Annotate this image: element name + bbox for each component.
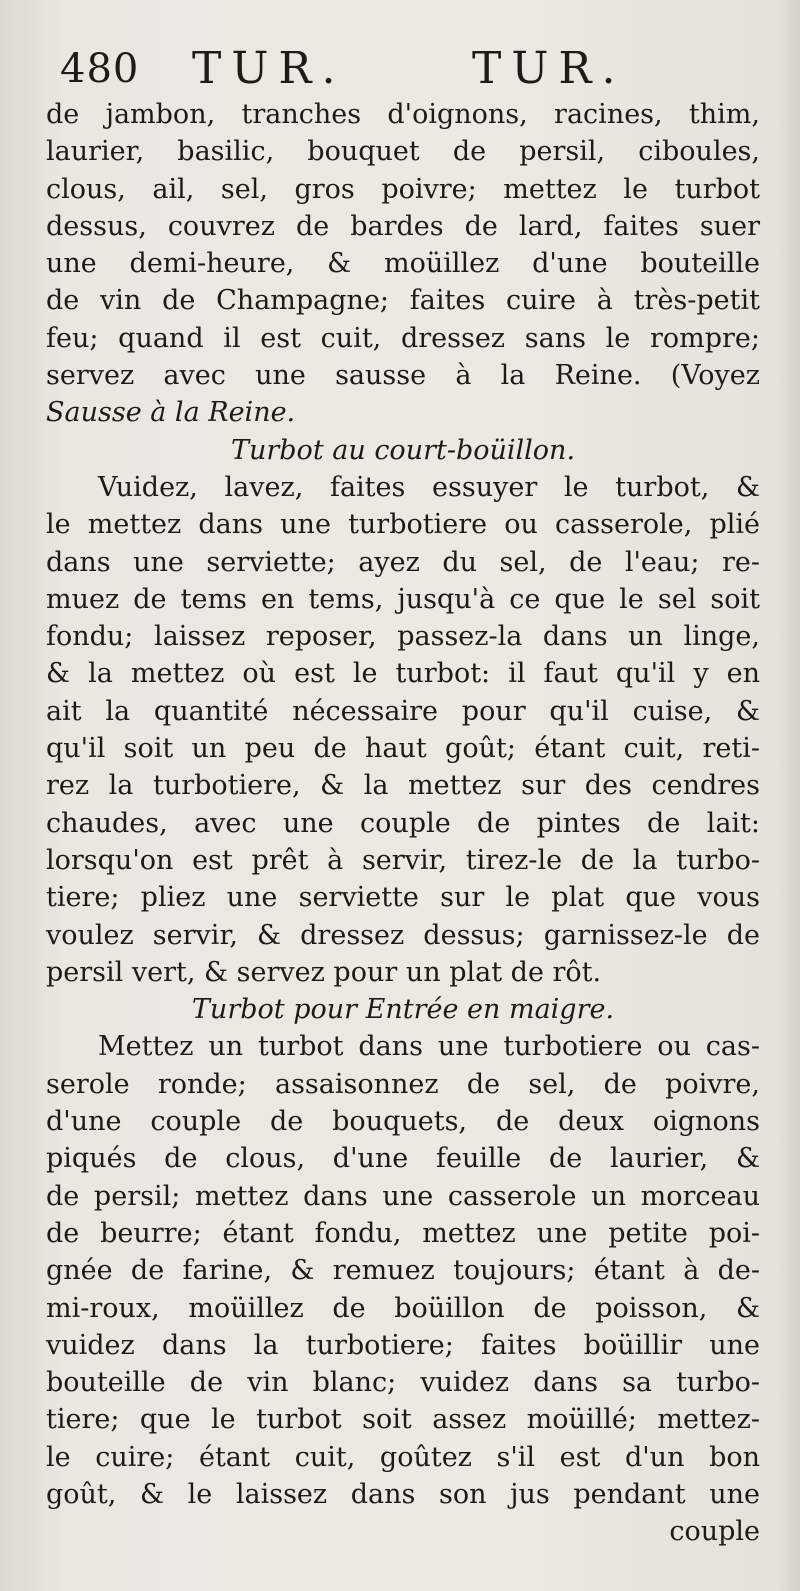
text-line: & la mettez où est le turbot: il faut qu'il y en bbox=[46, 658, 760, 690]
text-line: qu'il soit un peu de haut goût; étant cuit, reti- bbox=[46, 733, 760, 765]
text-line: une demi-heure, & moüillez d'une bouteille bbox=[46, 248, 760, 280]
text-line: ait la quantité nécessaire pour qu'il cuise, & bbox=[46, 695, 760, 727]
text-line: servez avec une sausse à la Reine. (Voyez bbox=[46, 360, 760, 392]
text-line: piqués de clous, d'une feuille de laurier, & bbox=[46, 1143, 760, 1175]
text-line: tiere; que le turbot soit assez moüillé; mettez- bbox=[46, 1404, 760, 1436]
text-line: chaudes, avec une couple de pintes de lait: bbox=[46, 807, 760, 839]
text-line: d'une couple de bouquets, de deux oignons bbox=[46, 1106, 760, 1138]
text-line: bouteille de vin blanc; vuidez dans sa turbo- bbox=[46, 1367, 760, 1399]
text-line: fondu; laissez reposer, passez-la dans un linge, bbox=[46, 621, 760, 653]
body-text bbox=[46, 96, 760, 1551]
text-line: dessus, couvrez de bardes de lard, faites suer bbox=[46, 210, 760, 242]
text-line: de persil; mettez dans une casserole un morceau bbox=[46, 1180, 760, 1212]
cross-reference: Sausse à la Reine. bbox=[46, 397, 296, 429]
text-line: de jambon, tranches d'oignons, racines, thim, bbox=[46, 99, 760, 130]
page-header bbox=[60, 43, 626, 94]
text-line: de vin de Champagne; faites cuire à très-petit bbox=[46, 285, 760, 317]
text-line: gnée de farine, & remuez toujours; étant à de- bbox=[46, 1255, 760, 1287]
text-line: voulez servir, & dressez dessus; garnissez-le de bbox=[46, 919, 760, 951]
text-line: mi-roux, moüillez de boüillon de poisson, & bbox=[46, 1292, 760, 1324]
text-line: rez la turbotiere, & la mettez sur des cendres bbox=[46, 770, 760, 802]
text-line: clous, ail, sel, gros poivre; mettez le turbot bbox=[46, 173, 760, 205]
page-number: 480 bbox=[60, 46, 140, 92]
page-edge-shadow bbox=[778, 0, 800, 1591]
recipe-heading: Turbot pour Entrée en maigre. bbox=[191, 994, 615, 1026]
text-line: feu; quand il est cuit, dressez sans le rompre; bbox=[46, 322, 760, 354]
text-line: lorsqu'on est prêt à servir, tirez-le de la turbo- bbox=[46, 844, 760, 876]
text-line: de beurre; étant fondu, mettez une petite poi- bbox=[46, 1217, 760, 1249]
text-line: dans une serviette; ayez du sel, de l'eau; re- bbox=[46, 546, 760, 578]
text-line: Mettez un turbot dans une turbotiere ou cas- bbox=[98, 1031, 760, 1063]
text-line: le mettez dans une turbotiere ou casserole, plié bbox=[46, 509, 760, 541]
catchword: couple bbox=[669, 1516, 760, 1548]
text-line: le cuire; étant cuit, goûtez s'il est d'un bon bbox=[46, 1441, 760, 1473]
text-line: tiere; pliez une serviette sur le plat que vous bbox=[46, 882, 760, 914]
text-line: Vuidez, lavez, faites essuyer le turbot, & bbox=[98, 471, 760, 503]
text-line: goût, & le laissez dans son jus pendant une bbox=[46, 1478, 760, 1510]
text-line: persil vert, & servez pour un plat de rôt. bbox=[46, 956, 602, 988]
running-head-right: TUR. bbox=[472, 43, 626, 94]
recipe-heading: Turbot au court-boüillon. bbox=[230, 434, 576, 466]
text-line: muez de tems en tems, jusqu'à ce que le sel soit bbox=[46, 583, 760, 615]
text-line: vuidez dans la turbotiere; faites boüillir une bbox=[46, 1329, 760, 1361]
text-line: laurier, basilic, bouquet de persil, ciboules, bbox=[46, 136, 760, 168]
text-line: serole ronde; assaisonnez de sel, de poivre, bbox=[46, 1068, 760, 1100]
running-head-left: TUR. bbox=[192, 43, 346, 94]
